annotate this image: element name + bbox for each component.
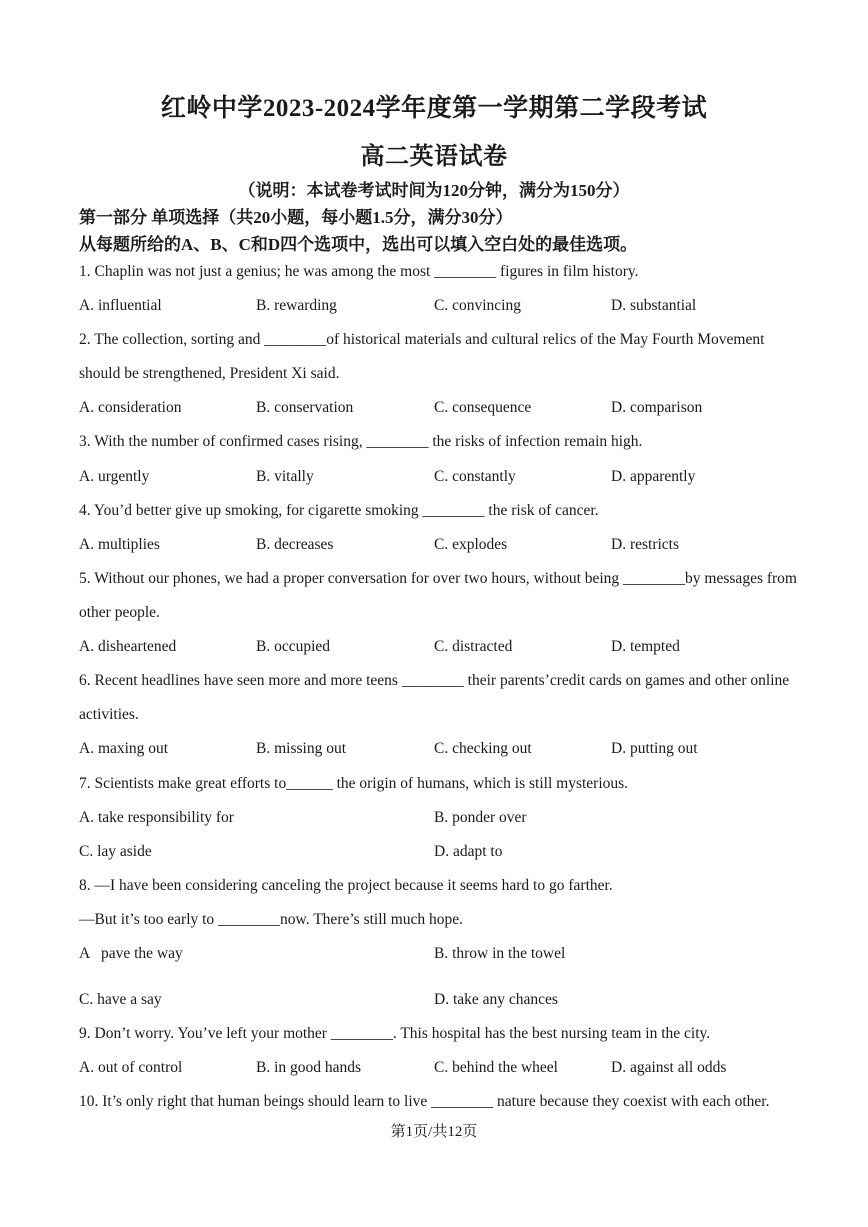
question-7-option-a: A. take responsibility for — [79, 809, 234, 826]
question-4-stem: 4. You’d better give up smoking, for cigarette smoking ________ the risk of cancer. — [79, 502, 599, 519]
question-8-stem: 8. —I have been considering canceling the project because it seems hard to go farther. — [79, 877, 613, 894]
question-5-option-a: A. disheartened — [79, 638, 177, 655]
section-heading: 第一部分 单项选择（共20小题，每小题1.5分，满分30分） — [79, 208, 513, 227]
exam-subtitle: 高二英语试卷 — [360, 144, 508, 170]
question-6-option-c: C. checking out — [434, 740, 532, 757]
question-3-option-c: C. constantly — [434, 468, 516, 485]
question-3-option-a: A. urgently — [79, 468, 150, 485]
question-4-option-b: B. decreases — [256, 536, 334, 553]
question-2-option-b: B. conservation — [256, 399, 354, 416]
question-10-stem: 10. It’s only right that human beings should learn to live ________ nature because they coexist with each other. — [79, 1093, 770, 1110]
exam-note: （说明：本试卷考试时间为120分钟，满分为150分） — [238, 181, 630, 200]
question-9-option-a: A. out of control — [79, 1059, 183, 1076]
question-1-option-c: C. convincing — [434, 297, 521, 314]
question-3-option-d: D. apparently — [611, 468, 696, 485]
question-7-stem: 7. Scientists make great efforts to______ the origin of humans, which is still mysterious. — [79, 775, 629, 792]
question-7-option-b: B. ponder over — [434, 809, 527, 826]
question-8-option-c: C. have a say — [79, 991, 162, 1008]
question-2-option-d: D. comparison — [611, 399, 703, 416]
question-5-option-b: B. occupied — [256, 638, 331, 655]
question-8-stem-cont: —But it’s too early to ________now. There’s still much hope. — [79, 911, 464, 928]
section-instruction: 从每题所给的A、B、C和D四个选项中，选出可以填入空白处的最佳选项。 — [79, 235, 638, 254]
question-1-option-d: D. substantial — [611, 297, 697, 314]
question-9-option-c: C. behind the wheel — [434, 1059, 558, 1076]
question-4-option-a: A. multiplies — [79, 536, 160, 553]
question-9-option-d: D. against all odds — [611, 1059, 727, 1076]
question-6-option-a: A. maxing out — [79, 740, 169, 757]
question-4-option-d: D. restricts — [611, 536, 680, 553]
question-8-option-b: B. throw in the towel — [434, 945, 566, 962]
page-number: 第1页/共12页 — [390, 1124, 478, 1140]
question-5-stem-cont: other people. — [79, 604, 160, 621]
question-2-option-c: C. consequence — [434, 399, 532, 416]
question-1-option-b: B. rewarding — [256, 297, 337, 314]
question-7-option-c: C. lay aside — [79, 843, 152, 860]
exam-title: 红岭中学2023-2024学年度第一学期第二学段考试 — [160, 95, 708, 122]
question-1-option-a: A. influential — [79, 297, 162, 314]
question-8-option-a: A pave the way — [79, 945, 183, 962]
question-6-stem-cont: activities. — [79, 706, 139, 723]
question-6-stem: 6. Recent headlines have seen more and more teens ________ their parents’credit cards on games and other online — [79, 672, 790, 689]
question-9-stem: 9. Don’t worry. You’ve left your mother ________. This hospital has the best nursing team in the city. — [79, 1025, 711, 1042]
question-5-option-c: C. distracted — [434, 638, 513, 655]
question-3-stem: 3. With the number of confirmed cases rising, ________ the risks of infection remain high. — [79, 433, 643, 450]
question-5-stem: 5. Without our phones, we had a proper conversation for over two hours, without being ________by messages from — [79, 570, 797, 587]
question-7-option-d: D. adapt to — [434, 843, 503, 860]
question-9-option-b: B. in good hands — [256, 1059, 362, 1076]
question-6-option-b: B. missing out — [256, 740, 347, 757]
question-8-option-d: D. take any chances — [434, 991, 558, 1008]
question-5-option-d: D. tempted — [611, 638, 680, 655]
question-6-option-d: D. putting out — [611, 740, 698, 757]
question-2-stem-cont: should be strengthened, President Xi said. — [79, 365, 340, 382]
question-2-option-a: A. consideration — [79, 399, 182, 416]
question-1-stem: 1. Chaplin was not just a genius; he was among the most ________ figures in film history. — [79, 263, 639, 280]
question-4-option-c: C. explodes — [434, 536, 508, 553]
question-2-stem: 2. The collection, sorting and ________of historical materials and cultural relics of the May Fourth Movement — [79, 331, 765, 348]
question-3-option-b: B. vitally — [256, 468, 314, 485]
